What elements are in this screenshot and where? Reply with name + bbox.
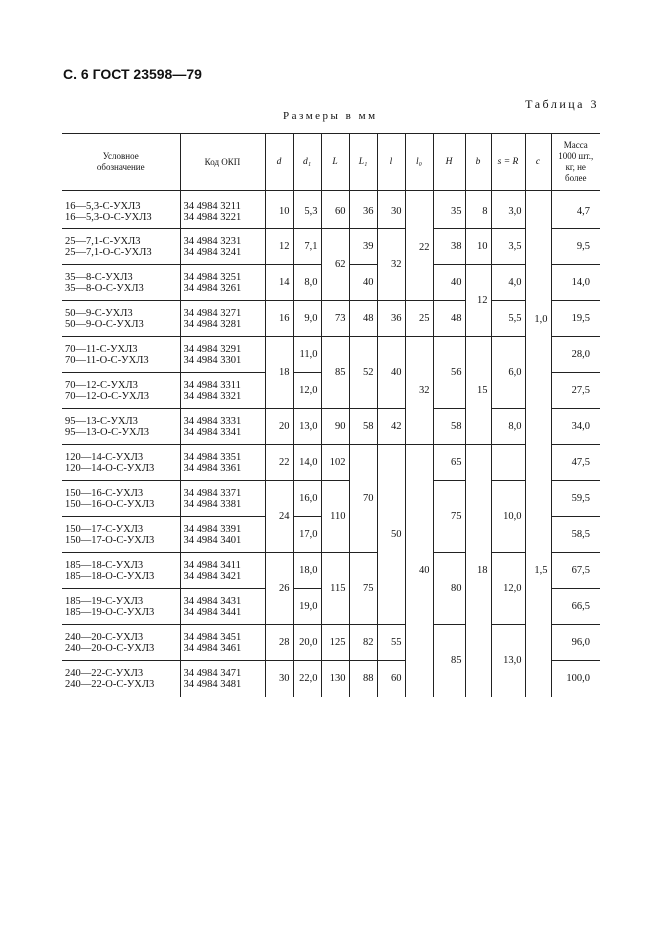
- L-cell: 115: [321, 553, 349, 625]
- d-cell: 12: [265, 229, 293, 265]
- c-cell: 1,5: [525, 445, 551, 697]
- designation-cell: 35—8-С-УХЛ3 35—8-О-С-УХЛ3: [62, 265, 180, 301]
- l-cell: 50: [377, 445, 405, 625]
- okp-cell: 34 4984 3311 34 4984 3321: [180, 373, 265, 409]
- d1-cell: 8,0: [293, 265, 321, 301]
- mass-cell: 9,5: [551, 229, 600, 265]
- okp-cell: 34 4984 3411 34 4984 3421: [180, 553, 265, 589]
- designation-cell: 70—11-С-УХЛ3 70—11-О-С-УХЛ3: [62, 337, 180, 373]
- d1-cell: 12,0: [293, 373, 321, 409]
- d1-cell: 5,3: [293, 191, 321, 229]
- okp-cell: 34 4984 3391 34 4984 3401: [180, 517, 265, 553]
- d1-cell: 7,1: [293, 229, 321, 265]
- okp-cell: 34 4984 3471 34 4984 3481: [180, 661, 265, 697]
- mass-cell: 67,5: [551, 553, 600, 589]
- okp-cell: 34 4984 3371 34 4984 3381: [180, 481, 265, 517]
- okp-cell: 34 4984 3251 34 4984 3261: [180, 265, 265, 301]
- table-row: [62, 445, 600, 481]
- L1-cell: 48: [349, 301, 377, 337]
- d1-cell: 22,0: [293, 661, 321, 697]
- sR-cell: 8,0: [491, 409, 525, 445]
- sR-cell: 3,0: [491, 191, 525, 229]
- mass-cell: 19,5: [551, 301, 600, 337]
- d1-cell: 19,0: [293, 589, 321, 625]
- H-cell: 40: [433, 265, 465, 301]
- l-cell: 30: [377, 191, 405, 229]
- l-cell: 42: [377, 409, 405, 445]
- sR-cell: [491, 445, 525, 481]
- dimensions-table: [62, 133, 600, 697]
- H-cell: 38: [433, 229, 465, 265]
- d1-cell: 14,0: [293, 445, 321, 481]
- okp-cell: 34 4984 3451 34 4984 3461: [180, 625, 265, 661]
- L1-cell: 70: [349, 445, 377, 553]
- table-row: [62, 409, 600, 445]
- sR-cell: 12,0: [491, 553, 525, 625]
- mass-cell: 58,5: [551, 517, 600, 553]
- designation-cell: 25—7,1-С-УХЛ3 25—7,1-О-С-УХЛ3: [62, 229, 180, 265]
- L1-cell: 58: [349, 409, 377, 445]
- d1-cell: 11,0: [293, 337, 321, 373]
- d-cell: 20: [265, 409, 293, 445]
- b-cell: 12: [465, 265, 491, 337]
- mass-cell: 47,5: [551, 445, 600, 481]
- page-header: С. 6 ГОСТ 23598—79: [63, 66, 202, 82]
- L-cell: 130: [321, 661, 349, 697]
- d1-cell: 9,0: [293, 301, 321, 337]
- header-L1: L₁: [349, 134, 377, 191]
- designation-cell: 150—17-С-УХЛ3 150—17-О-С-УХЛ3: [62, 517, 180, 553]
- d1-cell: 17,0: [293, 517, 321, 553]
- sR-cell: 13,0: [491, 625, 525, 697]
- table-row: [62, 229, 600, 265]
- H-cell: 85: [433, 625, 465, 697]
- designation-cell: 150—16-С-УХЛ3 150—16-О-С-УХЛ3: [62, 481, 180, 517]
- designation-cell: 70—12-С-УХЛ3 70—12-О-С-УХЛ3: [62, 373, 180, 409]
- d-cell: 18: [265, 337, 293, 409]
- okp-cell: 34 4984 3351 34 4984 3361: [180, 445, 265, 481]
- H-cell: 65: [433, 445, 465, 481]
- d1-cell: 18,0: [293, 553, 321, 589]
- L-cell: 102: [321, 445, 349, 481]
- designation-cell: 185—18-С-УХЛ3 185—18-О-С-УХЛ3: [62, 553, 180, 589]
- header-designation: Условное обозначение: [62, 134, 180, 191]
- table-label: Таблица 3: [525, 97, 599, 111]
- L-cell: 110: [321, 481, 349, 553]
- designation-cell: 50—9-С-УХЛ3 50—9-О-С-УХЛ3: [62, 301, 180, 337]
- L1-cell: 75: [349, 553, 377, 625]
- designation-cell: 240—20-С-УХЛ3 240—20-О-С-УХЛ3: [62, 625, 180, 661]
- l-cell: 60: [377, 661, 405, 697]
- sR-cell: 10,0: [491, 481, 525, 553]
- mass-cell: 96,0: [551, 625, 600, 661]
- header-d: d: [265, 134, 293, 191]
- H-cell: 35: [433, 191, 465, 229]
- okp-cell: 34 4984 3431 34 4984 3441: [180, 589, 265, 625]
- l0-cell: 40: [405, 445, 433, 697]
- L-cell: 125: [321, 625, 349, 661]
- H-cell: 75: [433, 481, 465, 553]
- header-sR: s = R: [491, 134, 525, 191]
- L-cell: 90: [321, 409, 349, 445]
- H-cell: 58: [433, 409, 465, 445]
- table-row: [62, 337, 600, 373]
- l-cell: 40: [377, 337, 405, 409]
- designation-cell: 120—14-С-УХЛ3 120—14-О-С-УХЛ3: [62, 445, 180, 481]
- d1-cell: 16,0: [293, 481, 321, 517]
- d-cell: 16: [265, 301, 293, 337]
- d-cell: 30: [265, 661, 293, 697]
- header-row: [62, 134, 600, 191]
- mass-cell: 14,0: [551, 265, 600, 301]
- table-row: [62, 553, 600, 589]
- L-cell: 60: [321, 191, 349, 229]
- l-cell: 32: [377, 229, 405, 301]
- b-cell: 10: [465, 229, 491, 265]
- units-caption: Размеры в мм: [283, 110, 378, 122]
- l-cell: 55: [377, 625, 405, 661]
- table-row: [62, 481, 600, 517]
- L1-cell: 52: [349, 337, 377, 409]
- l0-cell: 32: [405, 337, 433, 445]
- header-d1: d₁: [293, 134, 321, 191]
- header-b: b: [465, 134, 491, 191]
- H-cell: 48: [433, 301, 465, 337]
- table-row: [62, 191, 600, 229]
- d-cell: 24: [265, 481, 293, 553]
- L1-cell: 39: [349, 229, 377, 265]
- okp-cell: 34 4984 3271 34 4984 3281: [180, 301, 265, 337]
- L1-cell: 82: [349, 625, 377, 661]
- d-cell: 28: [265, 625, 293, 661]
- mass-cell: 4,7: [551, 191, 600, 229]
- header-okp: Код ОКП: [180, 134, 265, 191]
- sR-cell: 5,5: [491, 301, 525, 337]
- L-cell: 73: [321, 301, 349, 337]
- table-row: [62, 625, 600, 661]
- okp-cell: 34 4984 3331 34 4984 3341: [180, 409, 265, 445]
- mass-cell: 59,5: [551, 481, 600, 517]
- header-H: H: [433, 134, 465, 191]
- d-cell: 14: [265, 265, 293, 301]
- header-mass: Масса 1000 шт., кг, не более: [551, 134, 600, 191]
- l0-cell: 25: [405, 301, 433, 337]
- designation-cell: 16—5,3-С-УХЛ3 16—5,3-О-С-УХЛ3: [62, 191, 180, 229]
- designation-cell: 240—22-С-УХЛ3 240—22-О-С-УХЛ3: [62, 661, 180, 697]
- header-l0: l₀: [405, 134, 433, 191]
- L-cell: 85: [321, 337, 349, 409]
- table-row: [62, 301, 600, 337]
- mass-cell: 34,0: [551, 409, 600, 445]
- header-c: c: [525, 134, 551, 191]
- L1-cell: 40: [349, 265, 377, 301]
- H-cell: 56: [433, 337, 465, 409]
- header-L: L: [321, 134, 349, 191]
- d1-cell: 20,0: [293, 625, 321, 661]
- okp-cell: 34 4984 3231 34 4984 3241: [180, 229, 265, 265]
- mass-cell: 66,5: [551, 589, 600, 625]
- c-cell: 1,0: [525, 191, 551, 445]
- sR-cell: 6,0: [491, 337, 525, 409]
- sR-cell: 4,0: [491, 265, 525, 301]
- d-cell: 22: [265, 445, 293, 481]
- l0-cell: 22: [405, 191, 433, 301]
- L1-cell: 88: [349, 661, 377, 697]
- designation-cell: 95—13-С-УХЛ3 95—13-О-С-УХЛ3: [62, 409, 180, 445]
- mass-cell: 28,0: [551, 337, 600, 373]
- H-cell: 80: [433, 553, 465, 625]
- L1-cell: 36: [349, 191, 377, 229]
- mass-cell: 100,0: [551, 661, 600, 697]
- d-cell: 26: [265, 553, 293, 625]
- d1-cell: 13,0: [293, 409, 321, 445]
- b-cell: 8: [465, 191, 491, 229]
- b-cell: 15: [465, 337, 491, 445]
- b-cell: 18: [465, 445, 491, 697]
- designation-cell: 185—19-С-УХЛ3 185—19-О-С-УХЛ3: [62, 589, 180, 625]
- okp-cell: 34 4984 3211 34 4984 3221: [180, 191, 265, 229]
- d-cell: 10: [265, 191, 293, 229]
- L-cell: 62: [321, 229, 349, 301]
- l-cell: 36: [377, 301, 405, 337]
- header-l: l: [377, 134, 405, 191]
- mass-cell: 27,5: [551, 373, 600, 409]
- okp-cell: 34 4984 3291 34 4984 3301: [180, 337, 265, 373]
- sR-cell: 3,5: [491, 229, 525, 265]
